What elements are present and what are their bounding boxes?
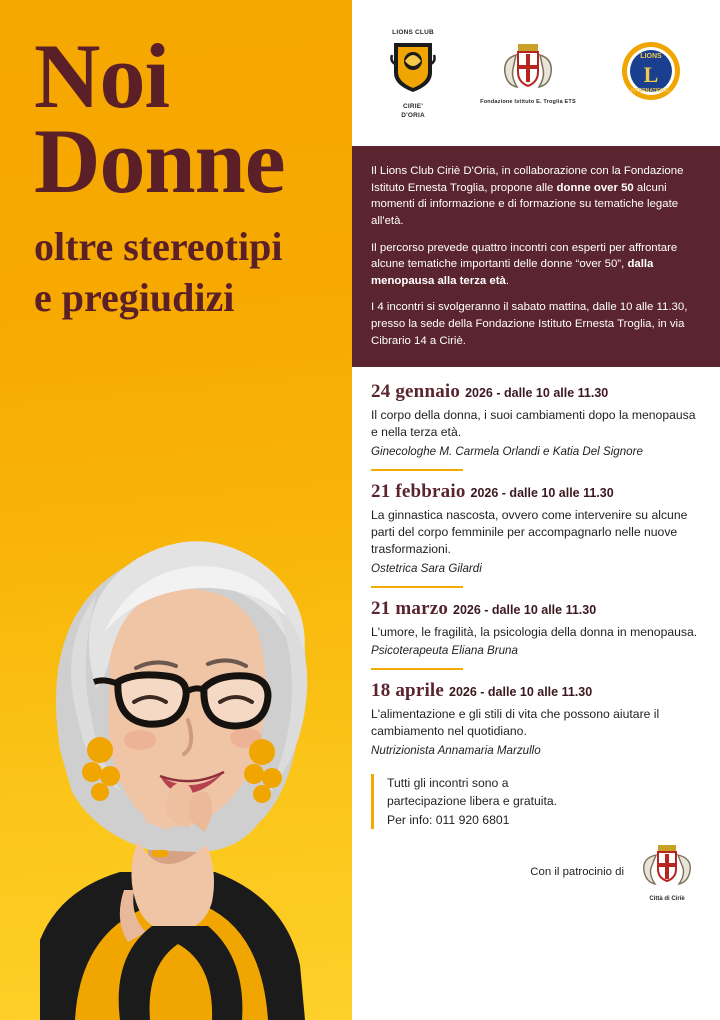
intro-paragraph-1: Il Lions Club Ciriè D'Oria, in collaborazione con la Fondazione Istituto Ernesta Troglia, propone alle donne over 50 alcuni momenti di informazione e di formazione su tematiche legate all'età.: [371, 165, 684, 227]
event-description: Il corpo della donna, i suoi cambiamenti dopo la menopausa e nella terza età.: [371, 408, 696, 440]
info-note: [371, 774, 701, 829]
event-item: [371, 586, 701, 669]
event-speaker: Ostetrica Sara Gilardi: [371, 561, 482, 575]
lions-club-cirie-doria-logo: [390, 26, 436, 119]
intro-box: [352, 146, 720, 367]
event-date: [371, 598, 701, 620]
note-line-3: Per info: 011 920 6801: [387, 812, 510, 827]
title-line-1: Noi: [34, 25, 169, 127]
poster-subtitle-2: e pregiudizi: [34, 275, 235, 321]
citta-di-cirie-crest-icon: [636, 843, 698, 889]
lions-club-crest-icon: [390, 37, 436, 95]
event-speaker: Psicoterapeuta Eliana Bruna: [371, 644, 518, 658]
event-description: L'alimentazione e gli stili di vita che possono aiutare il cambiamento nel quotidiano.: [371, 707, 660, 739]
event-date: [371, 680, 701, 702]
patrocinio-label: Con il patrocinio di: [530, 866, 624, 879]
lions-club-caption-top: LIONS CLUB: [392, 29, 434, 37]
svg-text:L: L: [643, 61, 659, 87]
lions-club-caption-bottom: CIRIE' D'ORIA: [401, 103, 425, 119]
intro-paragraph-2: Il percorso prevede quattro incontri con esperti per affrontare alcune tematiche importanti delle donne “over 50”, dalla menopausa alla terza età.: [371, 241, 678, 287]
event-description: La ginnastica nascosta, ovvero come intervenire su alcune parti del corpo femminile per accompagnarlo nelle nuove trasformazioni.: [371, 508, 688, 556]
event-date-text: 21 febbraio: [371, 481, 466, 503]
event-date-text: 21 marzo: [371, 597, 449, 619]
intro-paragraph-3: I 4 incontri si svolgeranno il sabato mattina, dalle 10 alle 11.30, presso la sede della Fondazione Istituto Ernesta Troglia, in via Cibrario 14 a Ciriè.: [371, 301, 688, 347]
svg-text:LIONS: LIONS: [640, 52, 662, 60]
event-item: [371, 668, 701, 768]
event-time: 2026 - dalle 10 alle 11.30: [449, 685, 593, 700]
events-list: [352, 367, 720, 768]
citta-di-cirie-crest: [636, 843, 698, 902]
fondazione-troglia-logo: [480, 41, 576, 106]
event-item: [371, 381, 701, 469]
note-line-2: partecipazione libera e gratuita.: [387, 794, 558, 809]
fondazione-caption: Fondazione Istituto E. Troglia ETS: [480, 98, 576, 105]
woman-illustration: [0, 420, 352, 1020]
event-date-text: 18 aprile: [371, 680, 445, 702]
event-date-text: 24 gennaio: [371, 381, 461, 403]
poster-title: [34, 25, 334, 212]
title-line-2: Donne: [34, 109, 285, 212]
poster-left-panel: [0, 0, 352, 1020]
poster-right-panel: [352, 0, 720, 1020]
note-line-1: Tutti gli incontri sono a: [387, 776, 509, 791]
fondazione-crest-icon: [500, 41, 556, 91]
event-date: [371, 481, 701, 503]
svg-text:INTERNATIONAL: INTERNATIONAL: [630, 87, 672, 94]
event-time: 2026 - dalle 10 alle 11.30: [453, 602, 597, 617]
event-date: [371, 381, 701, 403]
event-time: 2026 - dalle 10 alle 11.30: [470, 486, 614, 501]
crest-caption: Città di Ciriè: [649, 895, 685, 902]
event-time: 2026 - dalle 10 alle 11.30: [465, 386, 609, 401]
event-speaker: Nutrizionista Annamaria Marzullo: [371, 744, 541, 758]
lions-international-logo: [620, 40, 682, 107]
event-description: L'umore, le fragilità, la psicologia della donna in menopausa.: [371, 624, 698, 639]
logo-row: [352, 0, 720, 146]
title-block: [34, 25, 334, 321]
poster-subtitle-1: oltre stereotipi: [34, 224, 283, 270]
patrocinio-row: [352, 843, 720, 902]
event-item: [371, 469, 701, 585]
lions-international-icon: [620, 40, 682, 102]
event-speaker: Ginecologhe M. Carmela Orlandi e Katia Del Signore: [371, 445, 643, 459]
